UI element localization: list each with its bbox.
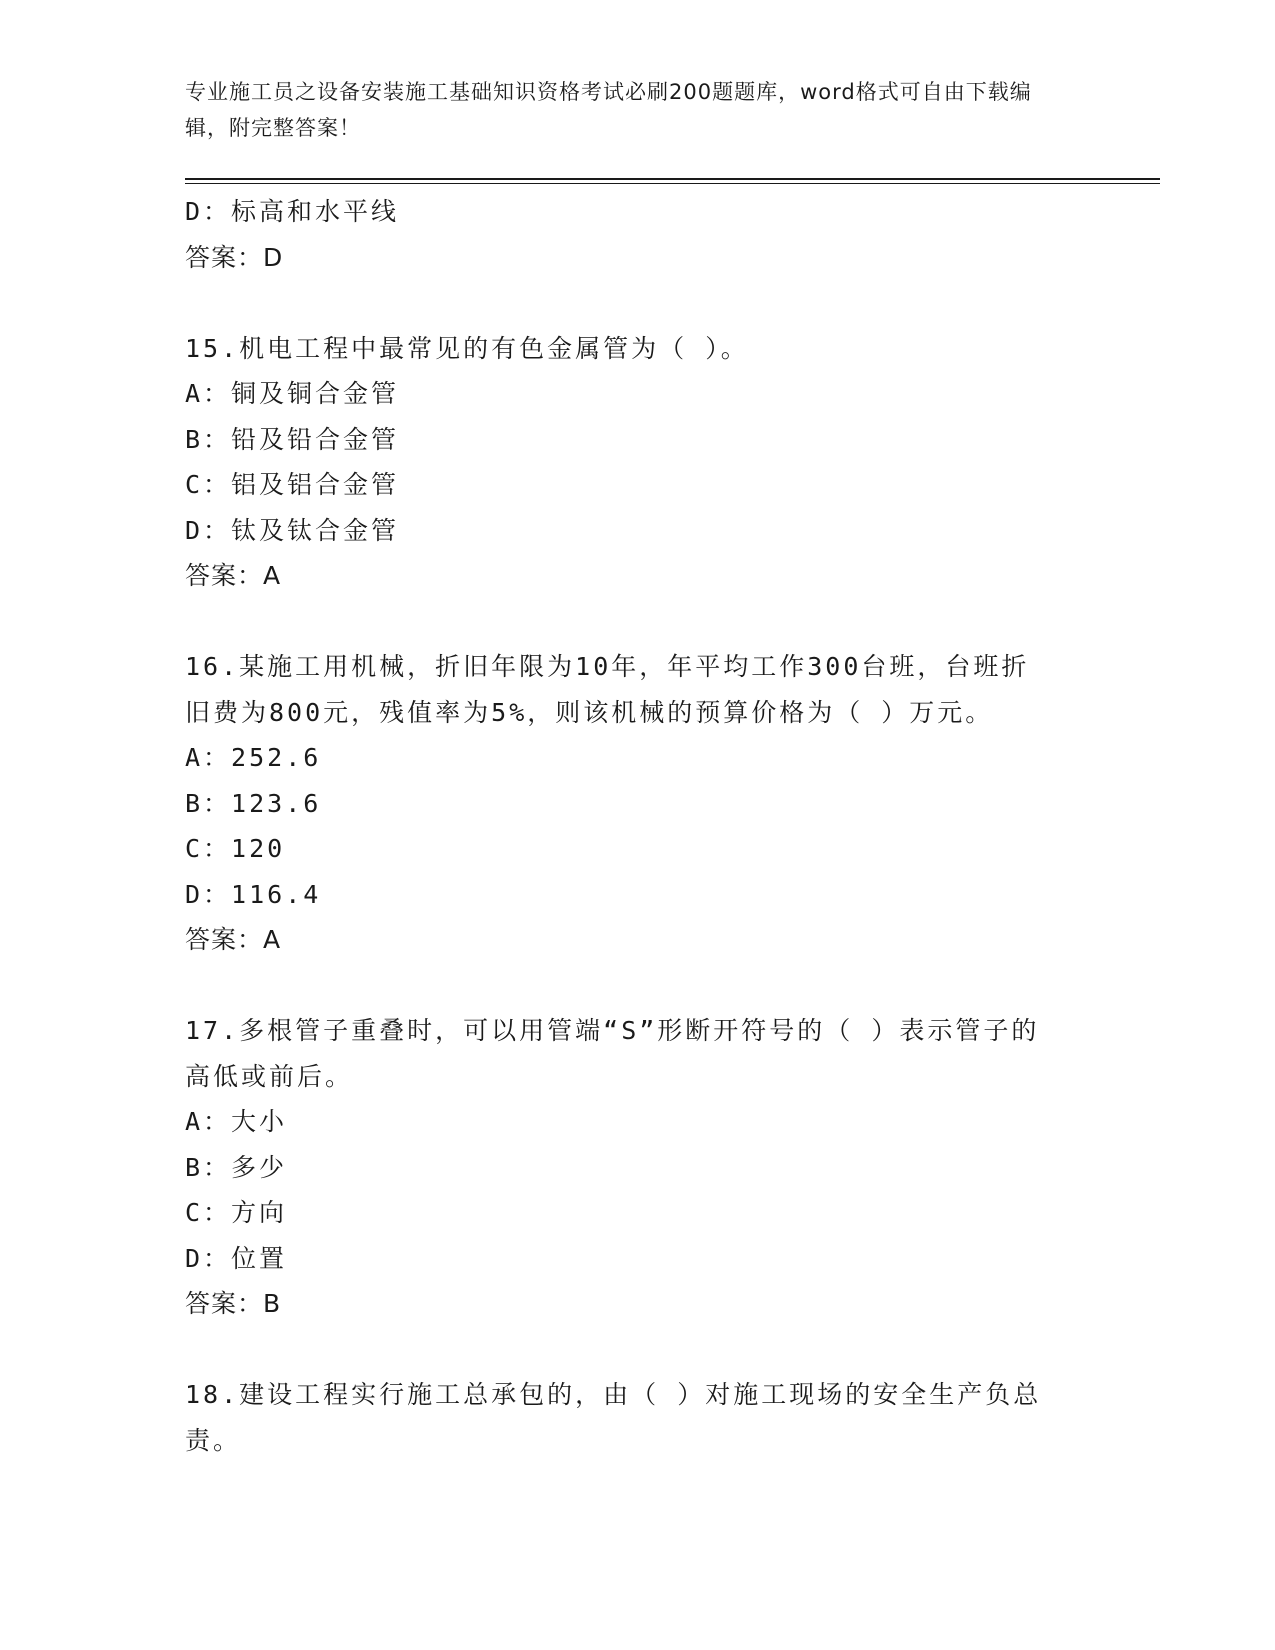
question-15 (185, 326, 1085, 599)
question-stem-line-2: 高低或前后。 (185, 1061, 354, 1091)
option-a: A：252.6 (185, 743, 322, 772)
header-divider-thin (185, 183, 1160, 184)
option-b: B：多少 (185, 1152, 288, 1182)
prev-option-d: D：标高和水平线 (185, 197, 400, 226)
question-list (185, 189, 1085, 1463)
answer: 答案：A (185, 561, 282, 590)
header-divider-thick (185, 178, 1160, 180)
option-d: D：钛及钛合金管 (185, 515, 400, 545)
option-a: A：铜及铜合金管 (185, 379, 400, 408)
question-stem-line-1: 18.建设工程实行施工总承包的，由（ ）对施工现场的安全生产负总 (185, 1380, 1042, 1409)
option-d: D：位置 (185, 1243, 288, 1273)
option-c: C：方向 (185, 1198, 288, 1227)
prev-answer: 答案：D (185, 242, 284, 272)
document-header: 专业施工员之设备安装施工基础知识资格考试必刷200题题库，word格式可自由下载编辑，附完整答案！ (185, 80, 1032, 140)
option-b: B：铅及铅合金管 (185, 424, 400, 454)
question-stem: 15.机电工程中最常见的有色金属管为（ ）。 (185, 333, 749, 363)
question-stem-line-2: 责。 (185, 1425, 242, 1455)
question-stem-line-1: 17.多根管子重叠时，可以用管端“S”形断开符号的（ ）表示管子的 (185, 1016, 1040, 1045)
question-stem-line-1: 16.某施工用机械，折旧年限为10年，年平均工作300台班，台班折 (185, 652, 1030, 681)
option-c: C：铝及铝合金管 (185, 470, 400, 499)
option-c: C：120 (185, 834, 286, 863)
question-stem-line-2: 旧费为800元，残值率为5%，则该机械的预算价格为（ ）万元。 (185, 697, 994, 727)
question-17 (185, 1008, 1085, 1327)
question-18 (185, 1372, 1085, 1463)
answer: 答案：A (185, 925, 282, 954)
answer: 答案：B (185, 1289, 282, 1318)
option-d: D：116.4 (185, 879, 322, 909)
option-b: B：123.6 (185, 788, 322, 818)
question-16 (185, 644, 1085, 963)
option-a: A：大小 (185, 1107, 288, 1136)
